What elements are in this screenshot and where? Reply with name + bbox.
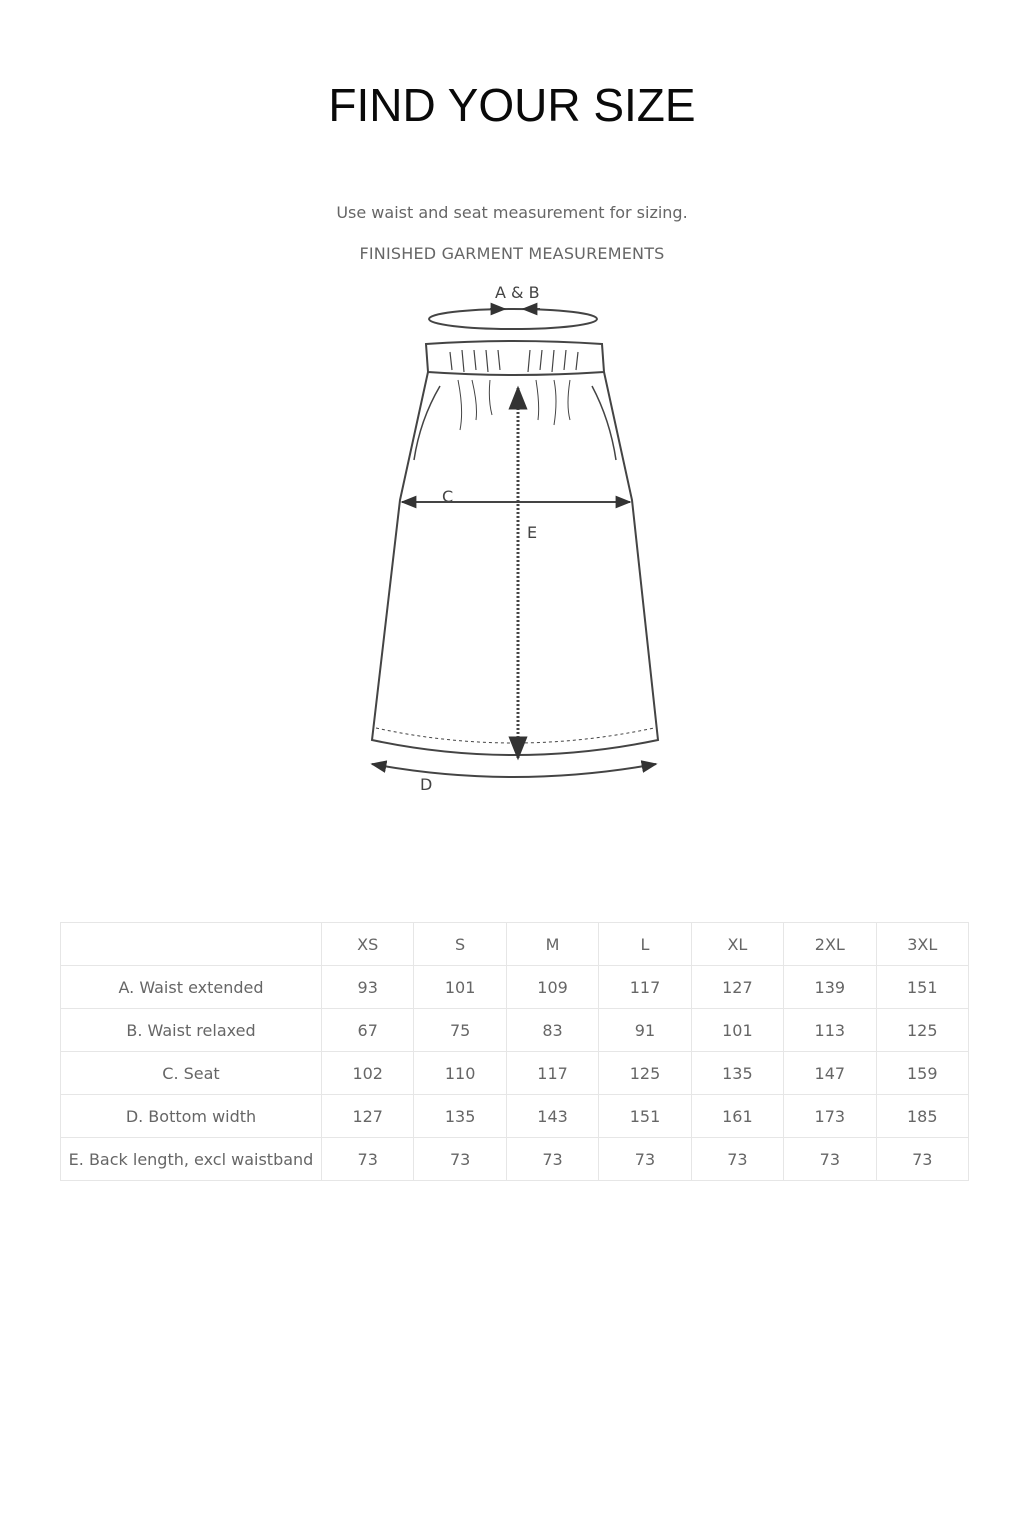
label-c: C	[442, 487, 454, 506]
label-ab: A & B	[495, 283, 540, 302]
table-cell: 185	[876, 1095, 968, 1138]
header-cell-xs: XS	[322, 923, 414, 966]
table-cell: 73	[506, 1138, 598, 1181]
table-cell: 83	[506, 1009, 598, 1052]
skirt-outline-icon	[372, 341, 658, 755]
table-row	[61, 1138, 969, 1181]
header-cell-2xl: 2XL	[784, 923, 876, 966]
header-cell	[61, 923, 322, 966]
size-chart-table	[60, 922, 969, 1181]
table-cell: 101	[414, 966, 506, 1009]
table-cell: 73	[322, 1138, 414, 1181]
table-cell: 91	[599, 1009, 691, 1052]
table-cell: 73	[414, 1138, 506, 1181]
table-cell: 143	[506, 1095, 598, 1138]
table-cell: 101	[691, 1009, 783, 1052]
table-cell: 73	[876, 1138, 968, 1181]
table-row	[61, 1052, 969, 1095]
table-cell: 139	[784, 966, 876, 1009]
label-e: E	[527, 523, 538, 542]
table-cell: 151	[599, 1095, 691, 1138]
table-cell: 73	[784, 1138, 876, 1181]
table-cell: 151	[876, 966, 968, 1009]
table-header-row	[61, 923, 969, 966]
table-cell: 102	[322, 1052, 414, 1095]
table-cell: 109	[506, 966, 598, 1009]
table-cell: 93	[322, 966, 414, 1009]
table-cell: 117	[506, 1052, 598, 1095]
table-cell: 75	[414, 1009, 506, 1052]
header-cell-xl: XL	[691, 923, 783, 966]
table-row	[61, 1009, 969, 1052]
row-label: A. Waist extended	[61, 966, 322, 1009]
table-cell: 135	[414, 1095, 506, 1138]
table-cell: 73	[691, 1138, 783, 1181]
header-cell-m: M	[506, 923, 598, 966]
header-cell-3xl: 3XL	[876, 923, 968, 966]
table-cell: 117	[599, 966, 691, 1009]
page-title: FIND YOUR SIZE	[328, 79, 696, 131]
label-d: D	[420, 775, 433, 794]
header-cell-s: S	[414, 923, 506, 966]
table-cell: 113	[784, 1009, 876, 1052]
table-cell: 127	[322, 1095, 414, 1138]
table-row	[61, 1095, 969, 1138]
row-label: C. Seat	[61, 1052, 322, 1095]
table-cell: 147	[784, 1052, 876, 1095]
row-label: D. Bottom width	[61, 1095, 322, 1138]
table-cell: 67	[322, 1009, 414, 1052]
table-cell: 135	[691, 1052, 783, 1095]
table-cell: 125	[599, 1052, 691, 1095]
measurements-heading: FINISHED GARMENT MEASUREMENTS	[359, 244, 665, 263]
table-cell: 127	[691, 966, 783, 1009]
header-cell-l: L	[599, 923, 691, 966]
table-row	[61, 966, 969, 1009]
table-cell: 73	[599, 1138, 691, 1181]
row-label: E. Back length, excl waistband	[61, 1138, 322, 1181]
row-label: B. Waist relaxed	[61, 1009, 322, 1052]
table-cell: 125	[876, 1009, 968, 1052]
sizing-note: Use waist and seat measurement for sizing.	[336, 203, 688, 222]
waist-measure-icon	[429, 309, 597, 329]
skirt-diagram	[340, 280, 680, 800]
table-cell: 173	[784, 1095, 876, 1138]
table-cell: 110	[414, 1052, 506, 1095]
table-cell: 159	[876, 1052, 968, 1095]
table-cell: 161	[691, 1095, 783, 1138]
